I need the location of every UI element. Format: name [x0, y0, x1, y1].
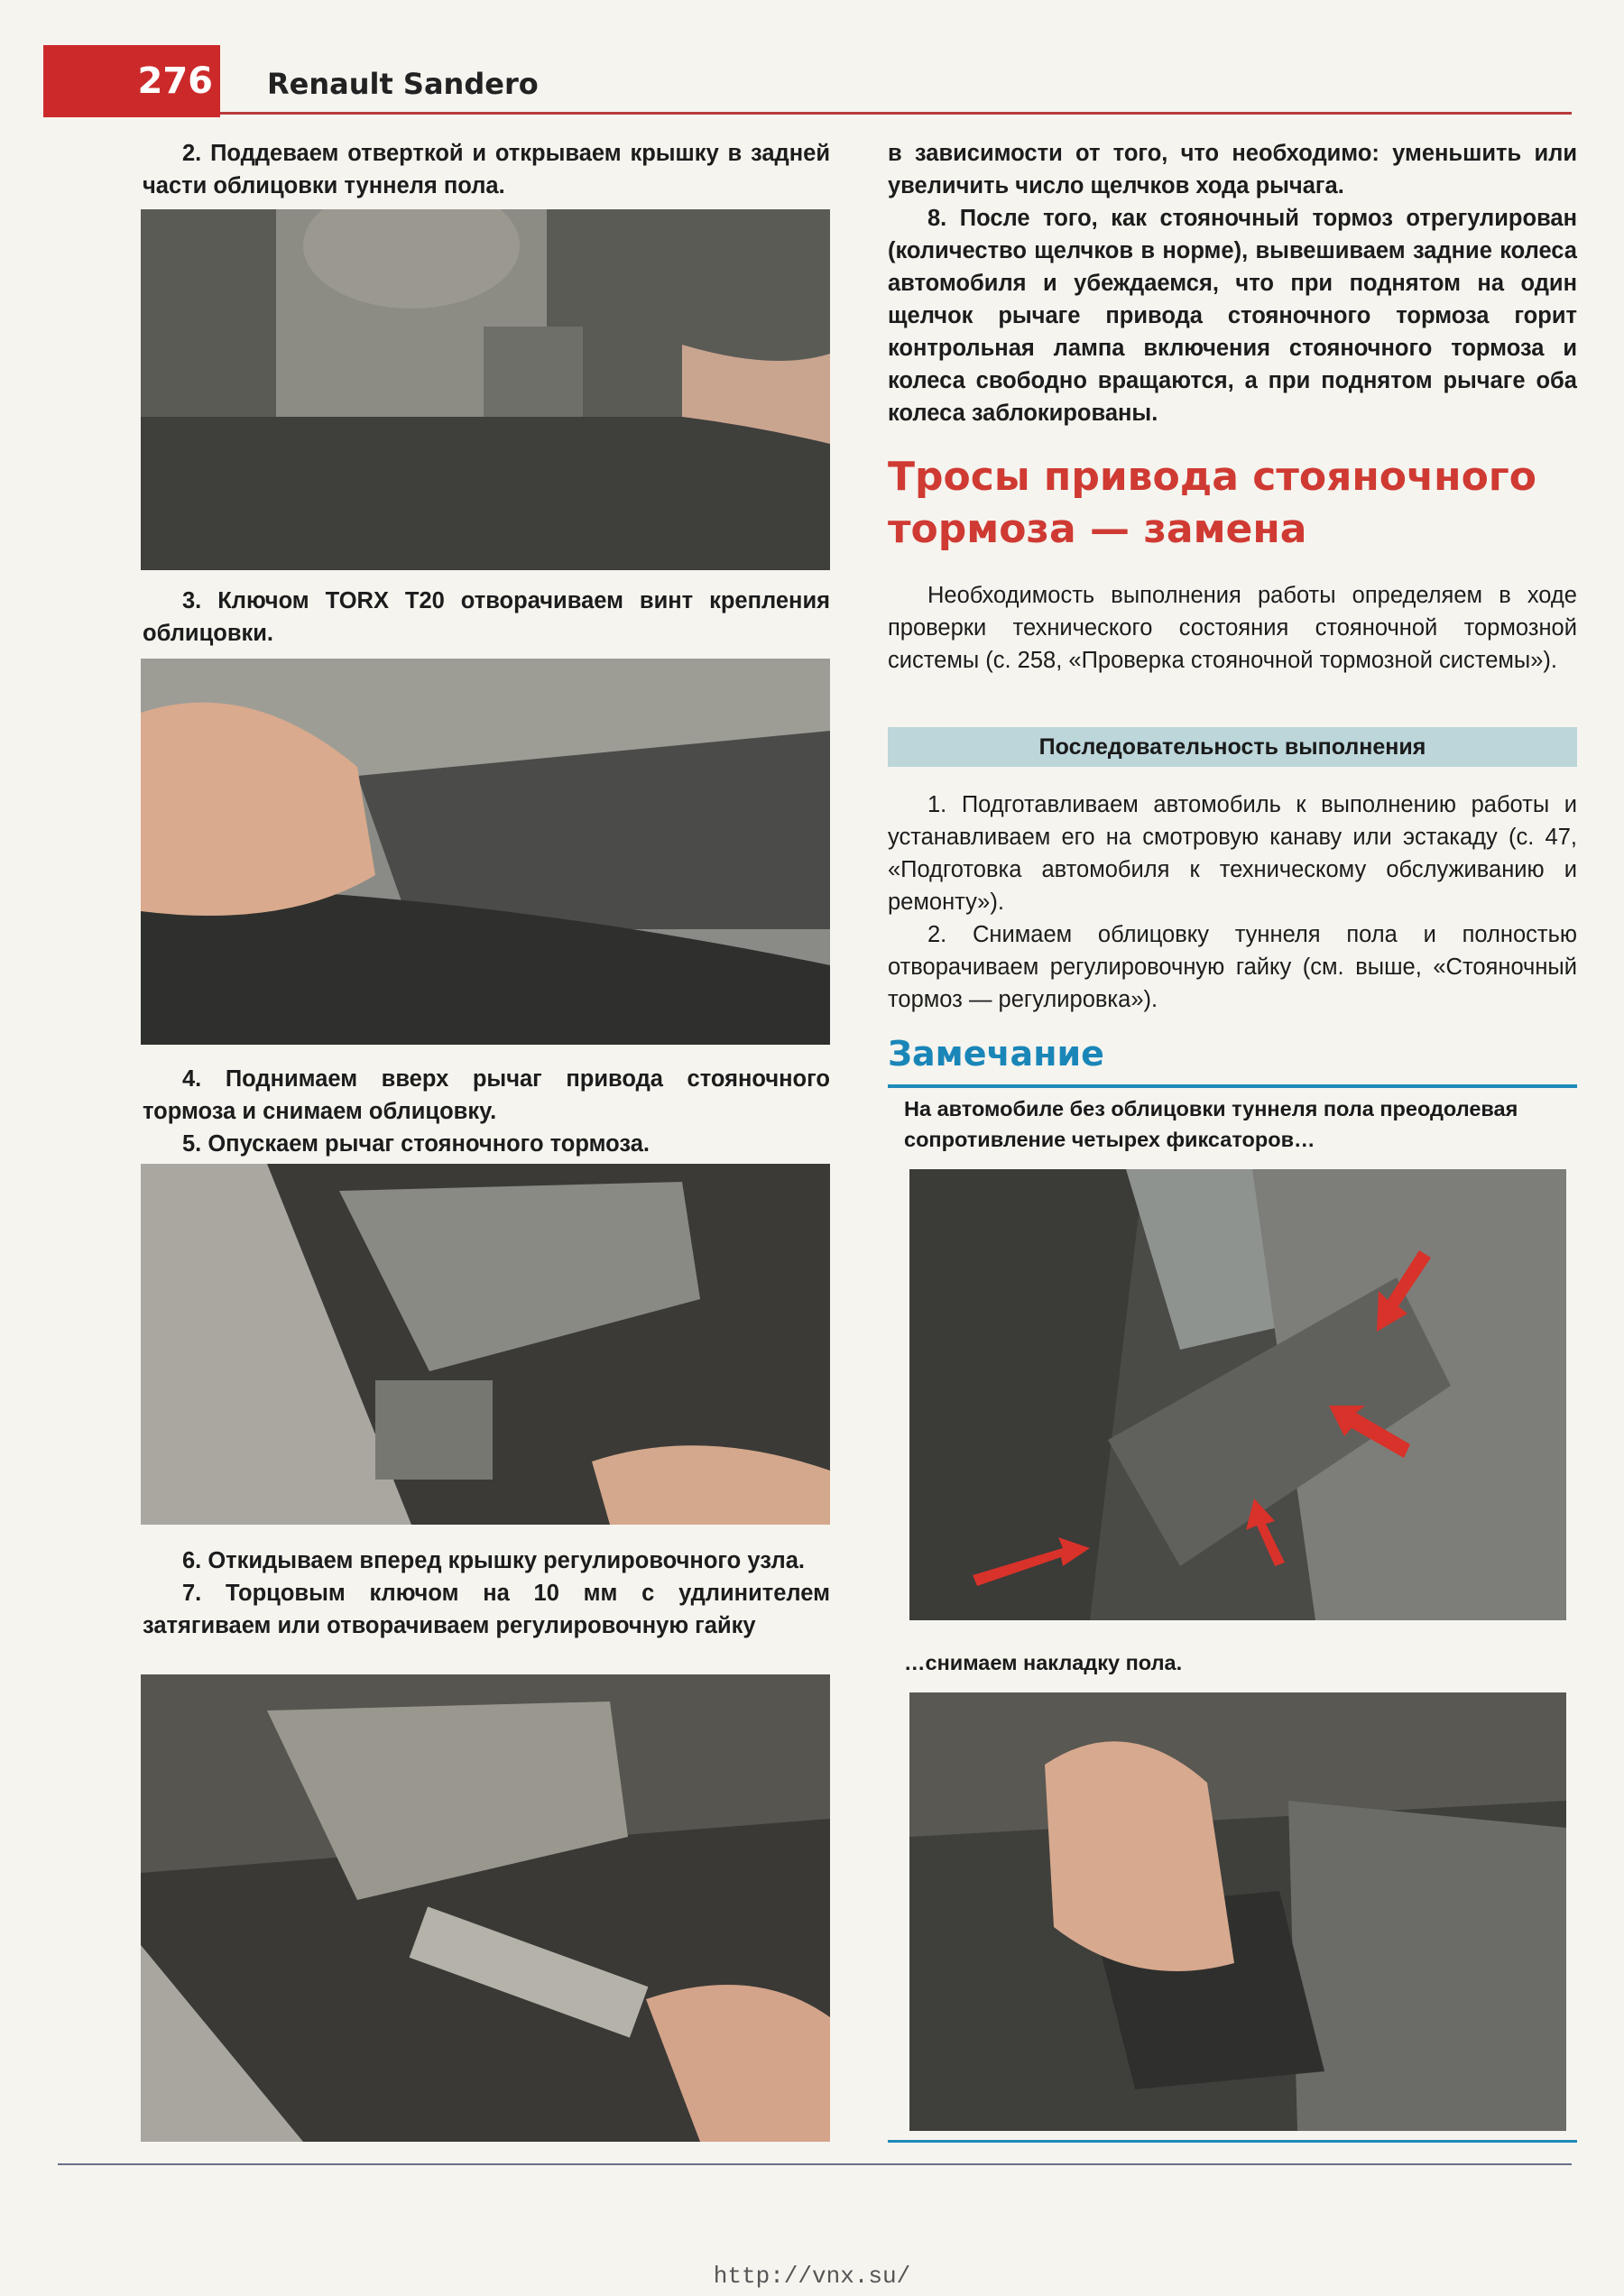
step-3-text: 3. Ключом TORX T20 отворачиваем винт крепления облицовки.	[143, 588, 830, 646]
note-caption-2: …снимаем накладку пола.	[904, 1651, 1183, 1674]
photo-torx-screw	[141, 659, 830, 1045]
sequence-steps: 1. Подготавливаем автомобиль к выполнению работы и устанавливаем его на смотровую канаву или эстакаду (с. 47, «Подготовка автомобиля к техническому обслуживанию и ремонту»). 2. Снимаем облицовку туннеля пола и полностью отворачиваем регулировочную гайку (см. выше, «Стояночный тормоз — регулировка»).	[888, 792, 1577, 1012]
photo-parking-brake-lever	[141, 1164, 830, 1525]
footer-url[interactable]: http://vnx.su/	[713, 2263, 911, 2290]
note-title: Замечание	[888, 1034, 1104, 1074]
step-6-7-text: 6. Откидываем вперед крышку регулировочного узла. 7. Торцовым ключом на 10 мм с удлинителем затягиваем или отворачиваем регулировочную гайку	[143, 1548, 831, 1638]
step-7-continuation: в зависимости от того, что необходимо: уменьшить или увеличить число щелчков хода рычага. 8. После того, как стояночный тормоз отрегулирован (количество щелчков в норме), вывешиваем задние колеса автомобиля и убеждаемся, что при поднятом на один щелчок рычаге привода стояночного тормоза горит контрольная лампа включения стояночного тормоза и колеса свободно вращаются, а при поднятом рычаге оба колеса заблокированы.	[888, 141, 1577, 426]
note-bottom-rule	[888, 2140, 1577, 2143]
photo-floor-cover-clips	[909, 1169, 1566, 1620]
photo-socket-wrench	[141, 1674, 830, 2142]
photo-removing-floor-cover	[909, 1692, 1566, 2131]
book-title: Renault Sandero	[267, 67, 539, 101]
sequence-heading: Последовательность выполнения	[888, 727, 1577, 767]
section-title: Тросы привода стояночного тормоза — замена	[888, 454, 1537, 552]
page-number: 276	[43, 45, 220, 117]
note-text: На автомобиле без облицовки туннеля пола преодолевая сопротивление четырех фиксаторов…	[904, 1097, 1518, 1151]
header-rule	[220, 112, 1572, 115]
step-4-5-text: 4. Поднимаем вверх рычаг привода стояночного тормоза и снимаем облицовку. 5. Опускаем рычаг стояночного тормоза.	[143, 1066, 830, 1157]
photo-tunnel-cover-lid	[141, 209, 830, 570]
note-rule	[888, 1084, 1577, 1088]
section-intro: Необходимость выполнения работы определяем в ходе проверки технического состояния стояночной тормозной системы (с. 258, «Проверка стояночной тормозной системы»).	[888, 583, 1577, 673]
footer-rule	[58, 2163, 1572, 2165]
step-2-text: 2. Поддеваем отверткой и открываем крышку в задней части облицовки туннеля пола.	[143, 141, 830, 198]
